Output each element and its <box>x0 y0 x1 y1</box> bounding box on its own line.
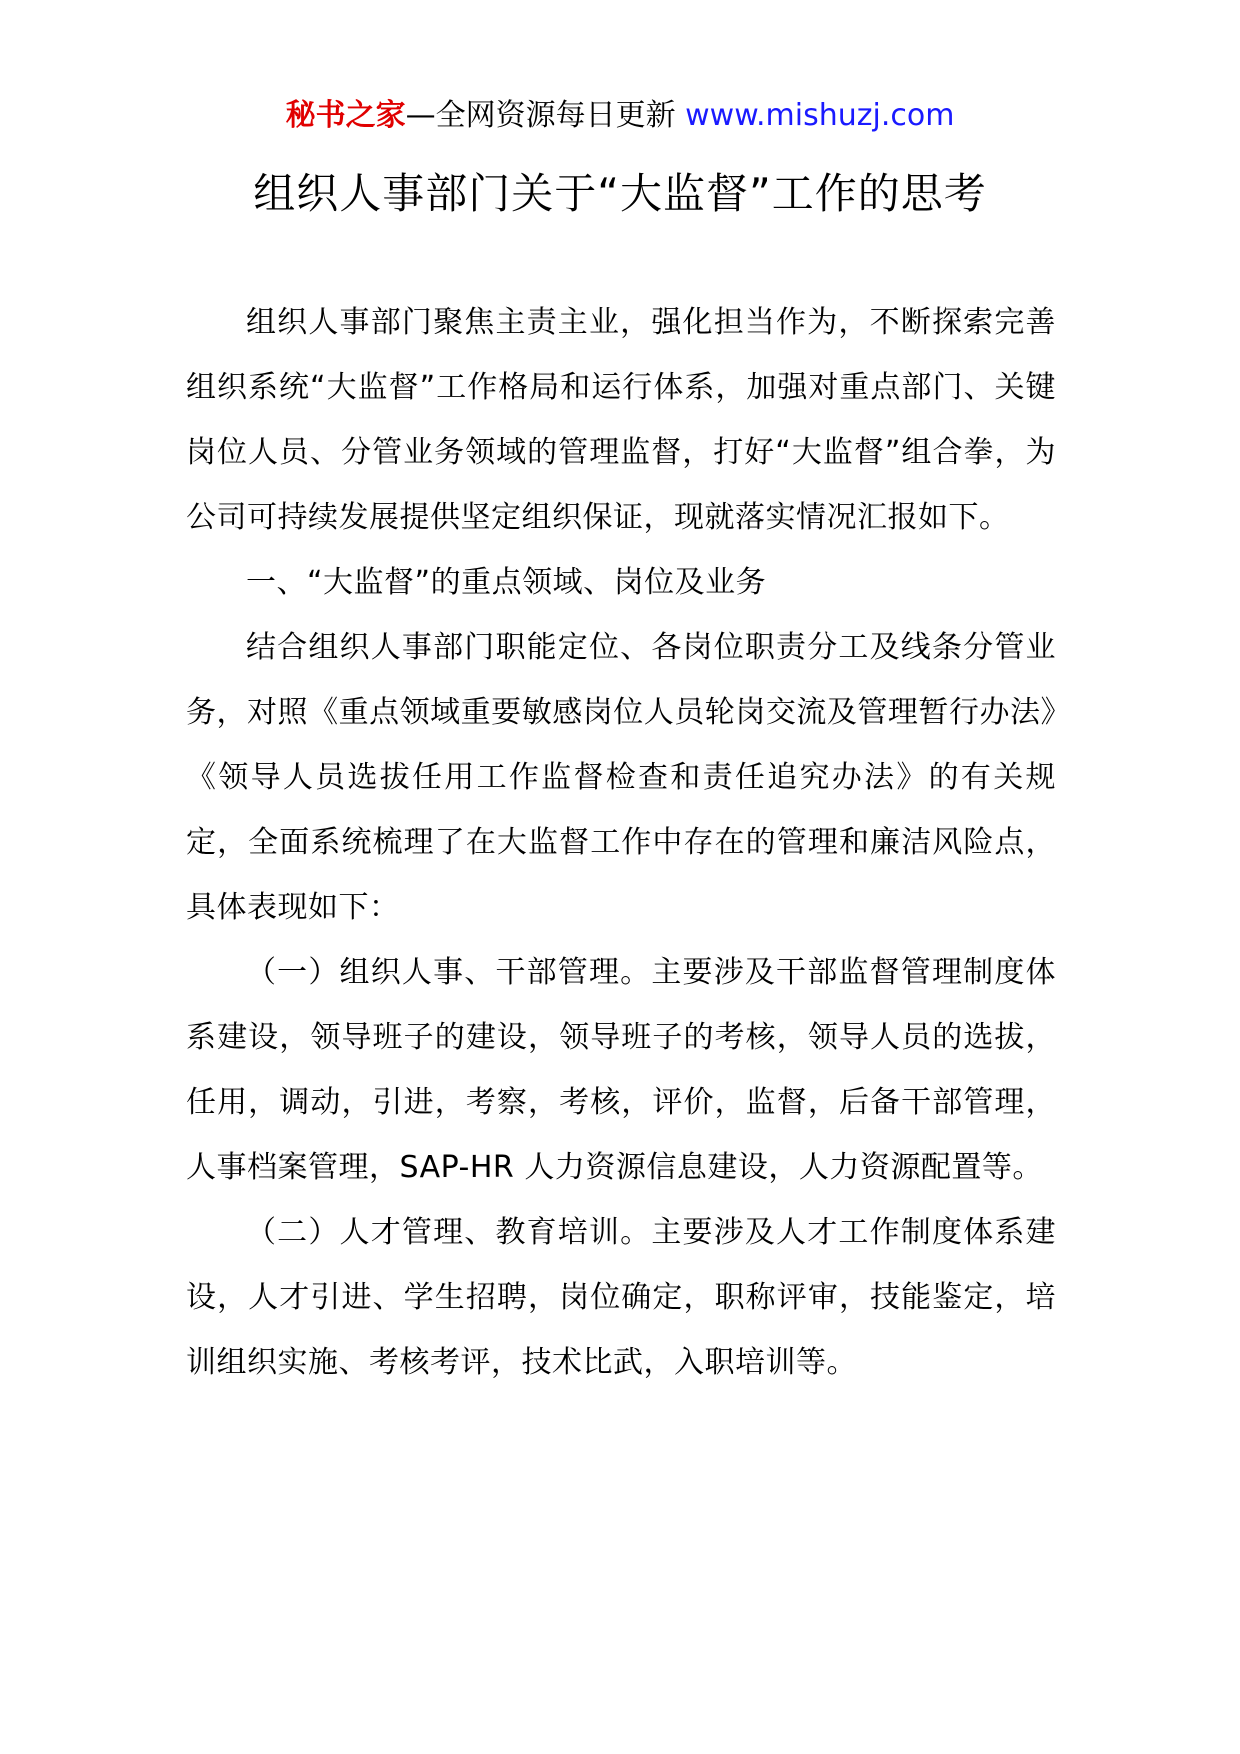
site-header <box>0 96 1240 136</box>
header-slogan: —全网资源每日更新 <box>405 98 686 133</box>
document-body <box>186 290 1056 1395</box>
document-title: 组织人事部门关于“大监督”工作的思考 <box>253 169 987 218</box>
section-heading: 一、“大监督”的重点领域、岗位及业务 <box>246 565 767 600</box>
body-paragraph: （一）组织人事、干部管理。主要涉及干部监督管理制度体系建设，领导班子的建设，领导班子的考核，领导人员的选拔，任用，调动，引进，考察，考核，评价，监督，后备干部管理，人事档案管理，SAP-HR 人力资源信息建设，人力资源配置等。 <box>186 955 1056 1185</box>
site-url-link[interactable]: www.mishuzj.com <box>685 98 955 133</box>
brand-name: 秘书之家 <box>285 98 406 133</box>
intro-paragraph: 组织人事部门聚焦主责主业，强化担当作为，不断探索完善组织系统“大监督”工作格局和运行体系，加强对重点部门、关键岗位人员、分管业务领域的管理监督，打好“大监督”组合拳，为公司可持续发展提供坚定组织保证，现就落实情况汇报如下。 <box>186 305 1056 535</box>
body-paragraph: （二）人才管理、教育培训。主要涉及人才工作制度体系建设，人才引进、学生招聘，岗位确定，职称评审，技能鉴定，培训组织实施、考核考评，技术比武，入职培训等。 <box>186 1215 1056 1380</box>
body-paragraph: 结合组织人事部门职能定位、各岗位职责分工及线条分管业务，对照《重点领域重要敏感岗位人员轮岗交流及管理暂行办法》《领导人员选拔任用工作监督检查和责任追究办法》的有关规定，全面系统梳理了在大监督工作中存在的管理和廉洁风险点，具体表现如下： <box>186 630 1056 925</box>
